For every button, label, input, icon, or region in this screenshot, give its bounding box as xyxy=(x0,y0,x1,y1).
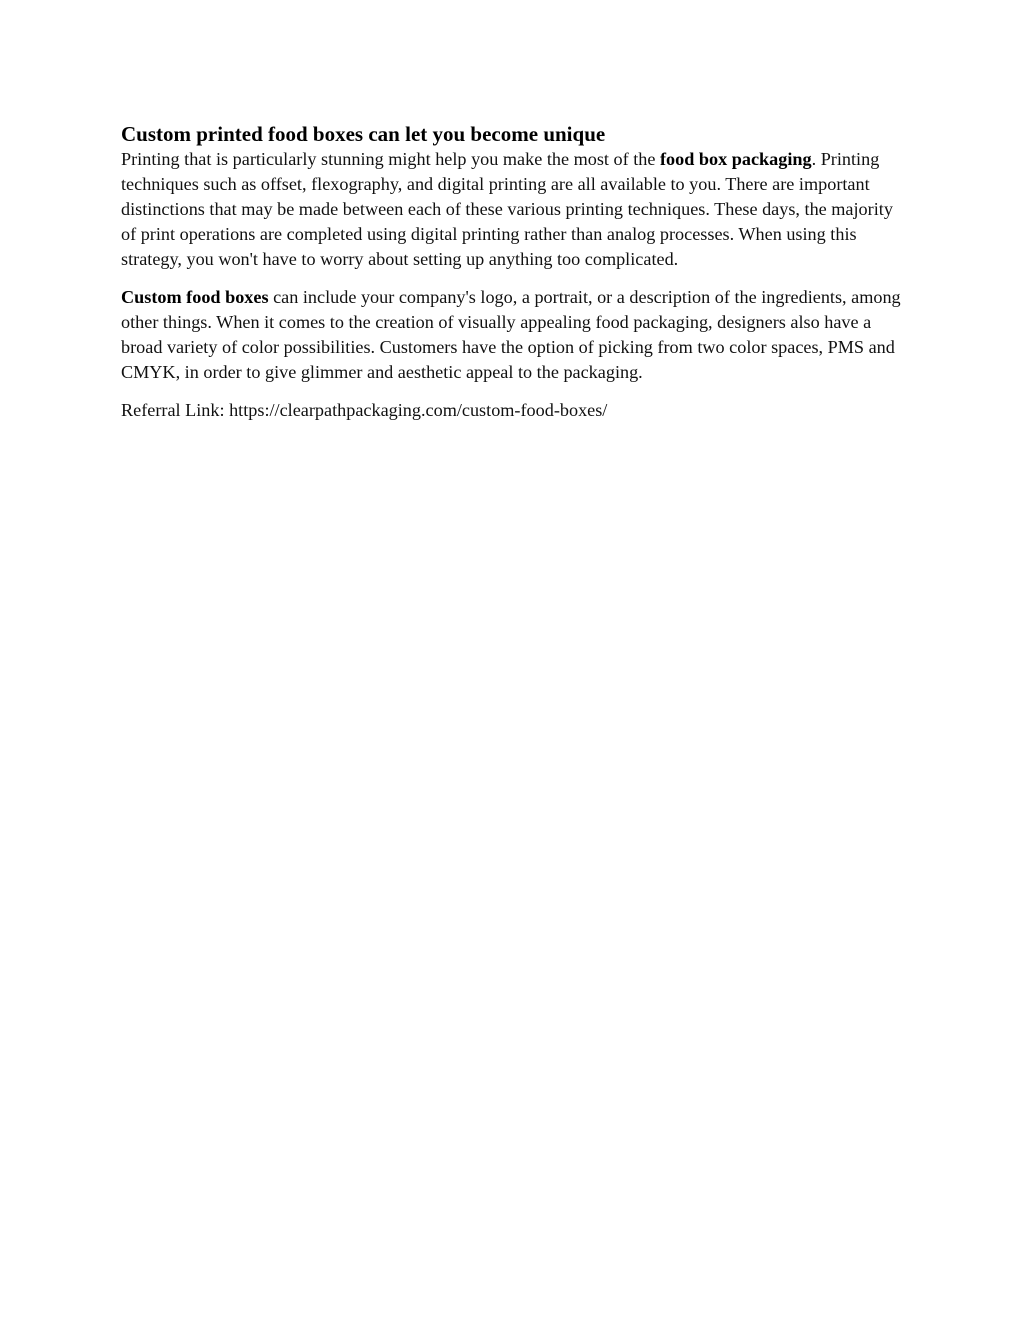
paragraph-1-text-end: . Printing techniques such as offset, flexography, and digital printing are all available to you. There are important distinctions that may be made between each of these various printing techniques. These days, the majority of print operations are completed using digital printing rather than analog processes. When using this strategy, you won't have to worry about setting up anything too complicated. xyxy=(121,149,893,269)
paragraph-1-text-start: Printing that is particularly stunning might help you make the most of the xyxy=(121,149,660,169)
document-title: Custom printed food boxes can let you become unique xyxy=(121,122,606,146)
keyword-food-box-packaging: food box packaging xyxy=(659,149,812,169)
referral-link-line: Referral Link: https://clearpathpackaging.com/custom-food-boxes/ xyxy=(121,400,608,420)
paragraph-printing-techniques xyxy=(121,147,911,272)
keyword-custom-food-boxes: Custom food boxes xyxy=(121,287,269,307)
document-page xyxy=(121,121,911,423)
paragraph-custom-food-boxes xyxy=(121,285,911,385)
paragraph-2-text: can include your company's logo, a portrait, or a description of the ingredients, among other things. When it comes to the creation of visually appealing food packaging, designers also have a broad variety of color possibilities. Customers have the option of picking from two color spaces, PMS and CMYK, in order to give glimmer and aesthetic appeal to the packaging. xyxy=(121,287,901,382)
